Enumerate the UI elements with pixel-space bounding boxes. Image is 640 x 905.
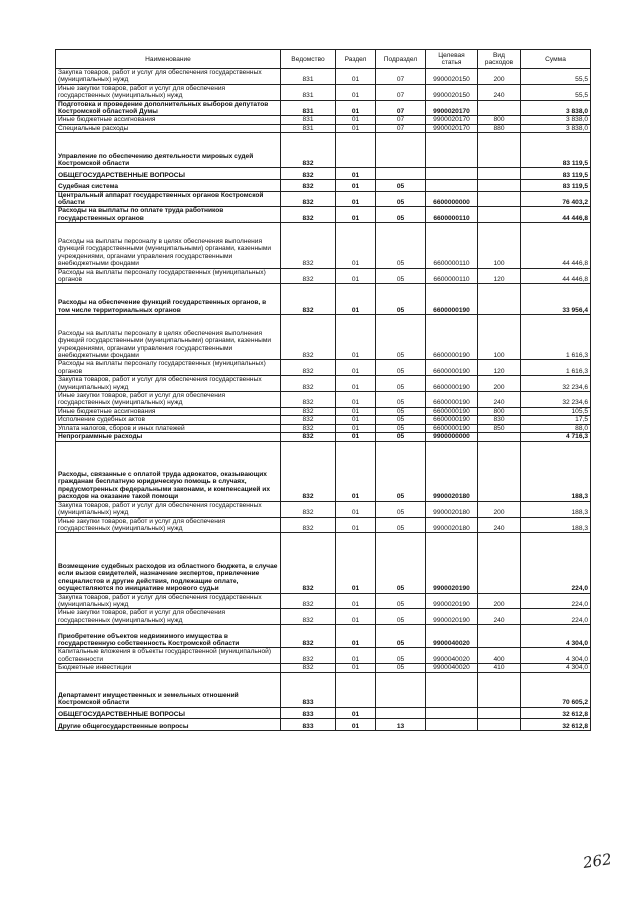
- cell-ved: 832: [281, 392, 336, 408]
- cell-sum: 32 612,8: [521, 719, 591, 731]
- cell-vr: 100: [478, 315, 521, 360]
- cell-name: Закупка товаров, работ и услуг для обеспечения государственных (муниципальных) нужд: [56, 69, 281, 85]
- cell-razdel: 01: [336, 116, 376, 124]
- table-row: [56, 501, 591, 517]
- cell-ved: 832: [281, 360, 336, 376]
- cell-razdel: 01: [336, 609, 376, 625]
- cell-razdel: 01: [336, 84, 376, 100]
- cell-ved: 832: [281, 441, 336, 501]
- table-row: [56, 315, 591, 360]
- cell-cst: 9900020180: [426, 517, 478, 533]
- header-podrazdel: Подраздел: [376, 50, 426, 69]
- cell-ved: 832: [281, 315, 336, 360]
- cell-vr: 880: [478, 124, 521, 132]
- cell-sum: 4 304,0: [521, 664, 591, 672]
- cell-cst: 6600000190: [426, 376, 478, 392]
- cell-sum: 224,0: [521, 593, 591, 609]
- cell-cst: 6600000000: [426, 191, 478, 207]
- table-header-row: [56, 50, 591, 69]
- cell-cst: 6600000190: [426, 315, 478, 360]
- cell-vr: 830: [478, 416, 521, 424]
- cell-sum: 44 446,8: [521, 207, 591, 223]
- table-body: [56, 69, 591, 731]
- table-row: [56, 207, 591, 223]
- cell-razdel: 01: [336, 124, 376, 132]
- cell-razdel: 01: [336, 69, 376, 85]
- cell-vr: [478, 180, 521, 192]
- cell-ved: 832: [281, 517, 336, 533]
- table-row: [56, 664, 591, 672]
- cell-vr: 200: [478, 376, 521, 392]
- cell-sum: 32 234,6: [521, 392, 591, 408]
- table-row: [56, 84, 591, 100]
- cell-podrazdel: 05: [376, 416, 426, 424]
- cell-vr: [478, 284, 521, 315]
- cell-name: Подготовка и проведение дополнительных выборов депутатов Костромской областной Думы: [56, 100, 281, 116]
- table-row: [56, 116, 591, 124]
- cell-sum: 4 304,0: [521, 625, 591, 648]
- cell-razdel: 01: [336, 517, 376, 533]
- cell-podrazdel: 05: [376, 533, 426, 593]
- cell-vr: 120: [478, 360, 521, 376]
- cell-cst: 9900000000: [426, 433, 478, 441]
- cell-podrazdel: 05: [376, 180, 426, 192]
- cell-cst: 6600000110: [426, 268, 478, 284]
- cell-cst: 6600000190: [426, 360, 478, 376]
- cell-ved: 831: [281, 124, 336, 132]
- cell-podrazdel: 05: [376, 191, 426, 207]
- cell-cst: 6600000190: [426, 284, 478, 315]
- table-row: [56, 533, 591, 593]
- cell-ved: 833: [281, 707, 336, 719]
- cell-ved: 832: [281, 376, 336, 392]
- cell-sum: 32 234,6: [521, 376, 591, 392]
- cell-podrazdel: 05: [376, 664, 426, 672]
- cell-vr: 240: [478, 392, 521, 408]
- cell-cst: 9900020190: [426, 609, 478, 625]
- cell-podrazdel: 05: [376, 424, 426, 432]
- cell-name: Уплата налогов, сборов и иных платежей: [56, 424, 281, 432]
- cell-podrazdel: 05: [376, 223, 426, 268]
- cell-name: Расходы на выплаты персоналу в целях обеспечения выполнения функций государственными (муниципальными) органами, казенными учреждениями, органами управления государственными внебюджетными фондами: [56, 223, 281, 268]
- table-row: [56, 707, 591, 719]
- cell-name: Закупка товаров, работ и услуг для обеспечения государственных (муниципальных) нужд: [56, 593, 281, 609]
- cell-cst: 6600000190: [426, 416, 478, 424]
- cell-vr: 240: [478, 517, 521, 533]
- cell-sum: 224,0: [521, 533, 591, 593]
- table-row: [56, 719, 591, 731]
- cell-cst: 9900020190: [426, 533, 478, 593]
- cell-sum: 188,3: [521, 441, 591, 501]
- cell-ved: 831: [281, 116, 336, 124]
- table-row: [56, 424, 591, 432]
- cell-ved: 832: [281, 180, 336, 192]
- table-row: [56, 517, 591, 533]
- cell-name: Закупка товаров, работ и услуг для обеспечения государственных (муниципальных) нужд: [56, 376, 281, 392]
- cell-ved: 832: [281, 223, 336, 268]
- cell-podrazdel: 05: [376, 609, 426, 625]
- table-row: [56, 100, 591, 116]
- cell-podrazdel: 05: [376, 501, 426, 517]
- cell-sum: 33 956,4: [521, 284, 591, 315]
- cell-vr: [478, 672, 521, 707]
- cell-podrazdel: 05: [376, 407, 426, 415]
- cell-razdel: 01: [336, 360, 376, 376]
- cell-ved: 832: [281, 625, 336, 648]
- cell-sum: 32 612,8: [521, 707, 591, 719]
- cell-sum: 70 605,2: [521, 672, 591, 707]
- cell-sum: 83 119,5: [521, 133, 591, 168]
- table-row: [56, 180, 591, 192]
- cell-razdel: 01: [336, 168, 376, 180]
- cell-sum: 1 616,3: [521, 360, 591, 376]
- cell-vr: [478, 625, 521, 648]
- cell-podrazdel: 05: [376, 625, 426, 648]
- cell-ved: 832: [281, 424, 336, 432]
- table-row: [56, 625, 591, 648]
- header-cst: Целевая статья: [426, 50, 478, 69]
- cell-podrazdel: 05: [376, 268, 426, 284]
- cell-sum: 1 616,3: [521, 315, 591, 360]
- cell-vr: [478, 441, 521, 501]
- table-row: [56, 392, 591, 408]
- cell-ved: 833: [281, 719, 336, 731]
- cell-cst: [426, 180, 478, 192]
- cell-ved: 832: [281, 501, 336, 517]
- cell-cst: 9900020150: [426, 84, 478, 100]
- cell-name: Капитальные вложения в объекты государственной (муниципальной) собственности: [56, 648, 281, 664]
- table-row: [56, 441, 591, 501]
- cell-sum: 188,3: [521, 501, 591, 517]
- cell-podrazdel: 05: [376, 315, 426, 360]
- cell-podrazdel: 07: [376, 69, 426, 85]
- cell-sum: 4 716,3: [521, 433, 591, 441]
- cell-sum: 44 446,8: [521, 268, 591, 284]
- cell-ved: 832: [281, 648, 336, 664]
- cell-razdel: 01: [336, 625, 376, 648]
- cell-cst: [426, 672, 478, 707]
- cell-podrazdel: 05: [376, 441, 426, 501]
- cell-cst: 9900040020: [426, 664, 478, 672]
- table-row: [56, 124, 591, 132]
- cell-ved: 832: [281, 664, 336, 672]
- cell-sum: 224,0: [521, 609, 591, 625]
- cell-razdel: 01: [336, 180, 376, 192]
- table-row: [56, 360, 591, 376]
- cell-ved: 832: [281, 533, 336, 593]
- cell-razdel: 01: [336, 593, 376, 609]
- cell-vr: 800: [478, 116, 521, 124]
- cell-name: Центральный аппарат государственных органов Костромской области: [56, 191, 281, 207]
- cell-ved: 832: [281, 416, 336, 424]
- cell-vr: [478, 533, 521, 593]
- cell-ved: 832: [281, 407, 336, 415]
- header-razdel: Раздел: [336, 50, 376, 69]
- cell-vr: 240: [478, 609, 521, 625]
- cell-cst: 9900040020: [426, 625, 478, 648]
- table-row: [56, 672, 591, 707]
- cell-sum: 76 403,2: [521, 191, 591, 207]
- cell-name: Управление по обеспечению деятельности мировых судей Костромской области: [56, 133, 281, 168]
- cell-name: ОБЩЕГОСУДАРСТВЕННЫЕ ВОПРОСЫ: [56, 707, 281, 719]
- cell-name: Закупка товаров, работ и услуг для обеспечения государственных (муниципальных) нужд: [56, 501, 281, 517]
- cell-sum: 88,0: [521, 424, 591, 432]
- table-row: [56, 223, 591, 268]
- cell-razdel: 01: [336, 392, 376, 408]
- cell-ved: 832: [281, 207, 336, 223]
- cell-name: Непрограммные расходы: [56, 433, 281, 441]
- cell-podrazdel: 05: [376, 648, 426, 664]
- cell-razdel: 01: [336, 268, 376, 284]
- cell-name: Судебная система: [56, 180, 281, 192]
- budget-table: [55, 49, 591, 731]
- cell-podrazdel: 07: [376, 124, 426, 132]
- cell-razdel: [336, 672, 376, 707]
- cell-cst: 9900020180: [426, 441, 478, 501]
- cell-podrazdel: 05: [376, 376, 426, 392]
- cell-razdel: 01: [336, 707, 376, 719]
- cell-cst: 6600000190: [426, 407, 478, 415]
- cell-cst: 6600000190: [426, 392, 478, 408]
- cell-razdel: 01: [336, 501, 376, 517]
- cell-sum: 3 838,0: [521, 100, 591, 116]
- table-row: [56, 168, 591, 180]
- cell-razdel: 01: [336, 433, 376, 441]
- cell-podrazdel: 05: [376, 517, 426, 533]
- cell-name: ОБЩЕГОСУДАРСТВЕННЫЕ ВОПРОСЫ: [56, 168, 281, 180]
- table-row: [56, 284, 591, 315]
- table-row: [56, 609, 591, 625]
- cell-razdel: 01: [336, 424, 376, 432]
- cell-sum: 44 446,8: [521, 223, 591, 268]
- cell-podrazdel: 05: [376, 593, 426, 609]
- cell-cst: 6600000190: [426, 424, 478, 432]
- cell-sum: 188,3: [521, 517, 591, 533]
- cell-razdel: 01: [336, 416, 376, 424]
- cell-cst: 9900040020: [426, 648, 478, 664]
- cell-razdel: 01: [336, 664, 376, 672]
- cell-podrazdel: 05: [376, 207, 426, 223]
- cell-vr: [478, 707, 521, 719]
- cell-name: Департамент имущественных и земельных отношений Костромской области: [56, 672, 281, 707]
- cell-name: Другие общегосударственные вопросы: [56, 719, 281, 731]
- cell-razdel: 01: [336, 100, 376, 116]
- cell-podrazdel: 05: [376, 284, 426, 315]
- cell-vr: 410: [478, 664, 521, 672]
- table-row: [56, 433, 591, 441]
- cell-sum: 3 838,0: [521, 124, 591, 132]
- cell-cst: [426, 133, 478, 168]
- cell-vr: [478, 191, 521, 207]
- cell-name: Иные закупки товаров, работ и услуг для обеспечения государственных (муниципальных) нужд: [56, 392, 281, 408]
- cell-ved: 833: [281, 672, 336, 707]
- cell-name: Расходы на выплаты персоналу государственных (муниципальных) органов: [56, 360, 281, 376]
- header-name: Наименование: [56, 50, 281, 69]
- cell-razdel: 01: [336, 207, 376, 223]
- cell-ved: 831: [281, 69, 336, 85]
- cell-ved: 832: [281, 168, 336, 180]
- cell-ved: 831: [281, 84, 336, 100]
- table-row: [56, 69, 591, 85]
- cell-vr: [478, 168, 521, 180]
- cell-cst: 9900020180: [426, 501, 478, 517]
- cell-razdel: 01: [336, 407, 376, 415]
- cell-sum: 17,5: [521, 416, 591, 424]
- cell-podrazdel: 13: [376, 719, 426, 731]
- cell-ved: 832: [281, 609, 336, 625]
- cell-name: Расходы, связанные с оплатой труда адвокатов, оказывающих гражданам бесплатную юридическую помощь в случаях, предусмотренных федеральными законами, и компенсацией их расходов на оказание такой помощи: [56, 441, 281, 501]
- cell-cst: 9900020170: [426, 116, 478, 124]
- cell-vr: 400: [478, 648, 521, 664]
- cell-podrazdel: 07: [376, 84, 426, 100]
- cell-name: Исполнение судебных актов: [56, 416, 281, 424]
- cell-name: Иные бюджетные ассигнования: [56, 116, 281, 124]
- cell-cst: 9900020190: [426, 593, 478, 609]
- cell-vr: [478, 133, 521, 168]
- cell-name: Расходы на выплаты по оплате труда работников государственных органов: [56, 207, 281, 223]
- cell-razdel: 01: [336, 191, 376, 207]
- cell-ved: 832: [281, 268, 336, 284]
- cell-cst: 9900020170: [426, 100, 478, 116]
- cell-cst: [426, 707, 478, 719]
- header-vr: Вид расходов: [478, 50, 521, 69]
- cell-podrazdel: 05: [376, 360, 426, 376]
- table-row: [56, 133, 591, 168]
- cell-name: Приобретение объектов недвижимого имущества в государственную собственность Костромской области: [56, 625, 281, 648]
- header-ved: Ведомство: [281, 50, 336, 69]
- table-row: [56, 191, 591, 207]
- cell-cst: [426, 719, 478, 731]
- cell-ved: 832: [281, 133, 336, 168]
- cell-name: Бюджетные инвестиции: [56, 664, 281, 672]
- cell-podrazdel: [376, 707, 426, 719]
- cell-vr: [478, 433, 521, 441]
- cell-razdel: [336, 133, 376, 168]
- cell-name: Иные бюджетные ассигнования: [56, 407, 281, 415]
- cell-podrazdel: [376, 168, 426, 180]
- cell-name: Расходы на выплаты персоналу государственных (муниципальных) органов: [56, 268, 281, 284]
- cell-vr: 200: [478, 501, 521, 517]
- cell-vr: 240: [478, 84, 521, 100]
- table-row: [56, 648, 591, 664]
- cell-podrazdel: 05: [376, 433, 426, 441]
- table-row: [56, 593, 591, 609]
- page-number: 262: [581, 850, 613, 872]
- cell-ved: 832: [281, 191, 336, 207]
- cell-ved: 831: [281, 100, 336, 116]
- cell-vr: [478, 207, 521, 223]
- cell-name: Специальные расходы: [56, 124, 281, 132]
- cell-vr: 200: [478, 593, 521, 609]
- cell-sum: 83 119,5: [521, 168, 591, 180]
- cell-podrazdel: 07: [376, 116, 426, 124]
- cell-razdel: 01: [336, 648, 376, 664]
- header-sum: Сумма: [521, 50, 591, 69]
- cell-name: Возмещение судебных расходов из областного бюджета, в случае если вызов свидетелей, назначение экспертов, привлечение специалистов и другие действия, подлежащие оплате, осуществляются по инициативе мирового судьи: [56, 533, 281, 593]
- cell-razdel: 01: [336, 315, 376, 360]
- cell-podrazdel: [376, 133, 426, 168]
- table-row: [56, 268, 591, 284]
- cell-razdel: 01: [336, 376, 376, 392]
- cell-sum: 3 838,0: [521, 116, 591, 124]
- cell-vr: [478, 719, 521, 731]
- cell-vr: 850: [478, 424, 521, 432]
- cell-cst: 9900020150: [426, 69, 478, 85]
- cell-cst: 6600000110: [426, 223, 478, 268]
- cell-razdel: 01: [336, 441, 376, 501]
- cell-ved: 832: [281, 284, 336, 315]
- cell-vr: 120: [478, 268, 521, 284]
- cell-podrazdel: 05: [376, 392, 426, 408]
- cell-razdel: 01: [336, 533, 376, 593]
- cell-vr: 800: [478, 407, 521, 415]
- cell-razdel: 01: [336, 223, 376, 268]
- cell-ved: 832: [281, 433, 336, 441]
- cell-name: Иные закупки товаров, работ и услуг для обеспечения государственных (муниципальных) нужд: [56, 517, 281, 533]
- cell-razdel: 01: [336, 284, 376, 315]
- cell-name: Иные закупки товаров, работ и услуг для обеспечения государственных (муниципальных) нужд: [56, 84, 281, 100]
- cell-razdel: 01: [336, 719, 376, 731]
- cell-name: Расходы на обеспечение функций государственных органов, в том числе территориальных органов: [56, 284, 281, 315]
- cell-vr: 200: [478, 69, 521, 85]
- cell-cst: 6600000110: [426, 207, 478, 223]
- cell-vr: 100: [478, 223, 521, 268]
- cell-podrazdel: 07: [376, 100, 426, 116]
- cell-name: Иные закупки товаров, работ и услуг для обеспечения государственных (муниципальных) нужд: [56, 609, 281, 625]
- table-row: [56, 376, 591, 392]
- cell-vr: [478, 100, 521, 116]
- cell-sum: 83 119,5: [521, 180, 591, 192]
- table-row: [56, 407, 591, 415]
- cell-sum: 55,5: [521, 84, 591, 100]
- cell-podrazdel: [376, 672, 426, 707]
- cell-sum: 55,5: [521, 69, 591, 85]
- cell-cst: 9900020170: [426, 124, 478, 132]
- cell-cst: [426, 168, 478, 180]
- table-row: [56, 416, 591, 424]
- cell-name: Расходы на выплаты персоналу в целях обеспечения выполнения функций государственными (муниципальными) органами, казенными учреждениями, органами управления государственными внебюджетными фондами: [56, 315, 281, 360]
- cell-sum: 4 304,0: [521, 648, 591, 664]
- cell-ved: 832: [281, 593, 336, 609]
- cell-sum: 105,5: [521, 407, 591, 415]
